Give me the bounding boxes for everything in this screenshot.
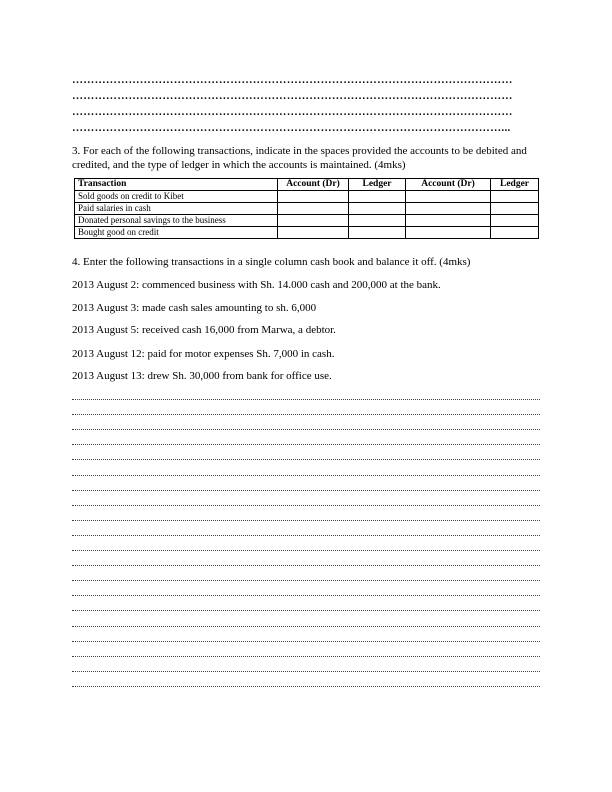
- table-row: [75, 203, 539, 215]
- answer-cell[interactable]: [349, 191, 406, 203]
- writing-line[interactable]: [72, 443, 540, 445]
- writing-line[interactable]: [72, 413, 540, 415]
- transaction-entry: 2013 August 2: commenced business with Sh. 14.000 cash and 200,000 at the bank.: [72, 279, 441, 291]
- writing-line[interactable]: [72, 474, 540, 476]
- writing-line[interactable]: [72, 670, 540, 672]
- writing-line[interactable]: [72, 594, 540, 596]
- answer-cell[interactable]: [349, 215, 406, 227]
- transaction-entry: 2013 August 3: made cash sales amounting to sh. 6,000: [72, 302, 317, 314]
- answer-line: ………………………………………………………………………………………………………: [72, 74, 513, 86]
- writing-line[interactable]: [72, 458, 540, 460]
- question-4-text: 4. Enter the following transactions in a single column cash book and balance it off. (4mks): [72, 256, 471, 268]
- answer-line: ………………………………………………………………………………………………………: [72, 106, 513, 118]
- writing-line[interactable]: [72, 640, 540, 642]
- writing-line[interactable]: [72, 534, 540, 536]
- answer-cell[interactable]: [349, 227, 406, 239]
- header-ledger: Ledger: [349, 179, 406, 191]
- transaction-cell: Sold goods on credit to Kibet: [75, 191, 278, 203]
- header-transaction: Transaction: [75, 179, 278, 191]
- answer-cell[interactable]: [278, 227, 349, 239]
- writing-line[interactable]: [72, 579, 540, 581]
- answer-cell[interactable]: [491, 203, 539, 215]
- transaction-cell: Bought good on credit: [75, 227, 278, 239]
- writing-line[interactable]: [72, 685, 540, 687]
- transaction-entry: 2013 August 5: received cash 16,000 from Marwa, a debtor.: [72, 324, 336, 336]
- writing-line[interactable]: [72, 398, 540, 400]
- answer-line: ………………………………………………………………………………………………………: [72, 90, 513, 102]
- transaction-cell: Paid salaries in cash: [75, 203, 278, 215]
- transaction-cell: Donated personal savings to the business: [75, 215, 278, 227]
- header-account-dr-2: Account (Dr): [406, 179, 491, 191]
- writing-line[interactable]: [72, 549, 540, 551]
- header-ledger-2: Ledger: [491, 179, 539, 191]
- writing-line[interactable]: [72, 564, 540, 566]
- answer-cell[interactable]: [491, 215, 539, 227]
- writing-line[interactable]: [72, 519, 540, 521]
- answer-cell[interactable]: [349, 203, 406, 215]
- answer-cell[interactable]: [406, 191, 491, 203]
- transaction-entry: 2013 August 12: paid for motor expenses Sh. 7,000 in cash.: [72, 348, 335, 360]
- writing-line[interactable]: [72, 489, 540, 491]
- answer-cell[interactable]: [406, 215, 491, 227]
- transaction-entry: 2013 August 13: drew Sh. 30,000 from bank for office use.: [72, 370, 332, 382]
- answer-cell[interactable]: [278, 203, 349, 215]
- answer-cell[interactable]: [406, 203, 491, 215]
- transactions-table: [74, 178, 539, 239]
- writing-line[interactable]: [72, 609, 540, 611]
- answer-cell[interactable]: [406, 227, 491, 239]
- question-3-text: 3. For each of the following transactions, indicate in the spaces provided the accounts to be debited and credited, and the type of ledger in which the accounts is maintained. (4mks): [72, 145, 527, 171]
- writing-line[interactable]: [72, 428, 540, 430]
- header-account-dr: Account (Dr): [278, 179, 349, 191]
- answer-line: ……………………………………………………………………………………………………...: [72, 122, 511, 134]
- table-row: [75, 191, 539, 203]
- table-row: [75, 227, 539, 239]
- answer-cell[interactable]: [278, 191, 349, 203]
- writing-line[interactable]: [72, 625, 540, 627]
- writing-line[interactable]: [72, 504, 540, 506]
- table-header-row: [75, 179, 539, 191]
- table-row: [75, 215, 539, 227]
- answer-cell[interactable]: [278, 215, 349, 227]
- answer-cell[interactable]: [491, 191, 539, 203]
- answer-cell[interactable]: [491, 227, 539, 239]
- writing-line[interactable]: [72, 655, 540, 657]
